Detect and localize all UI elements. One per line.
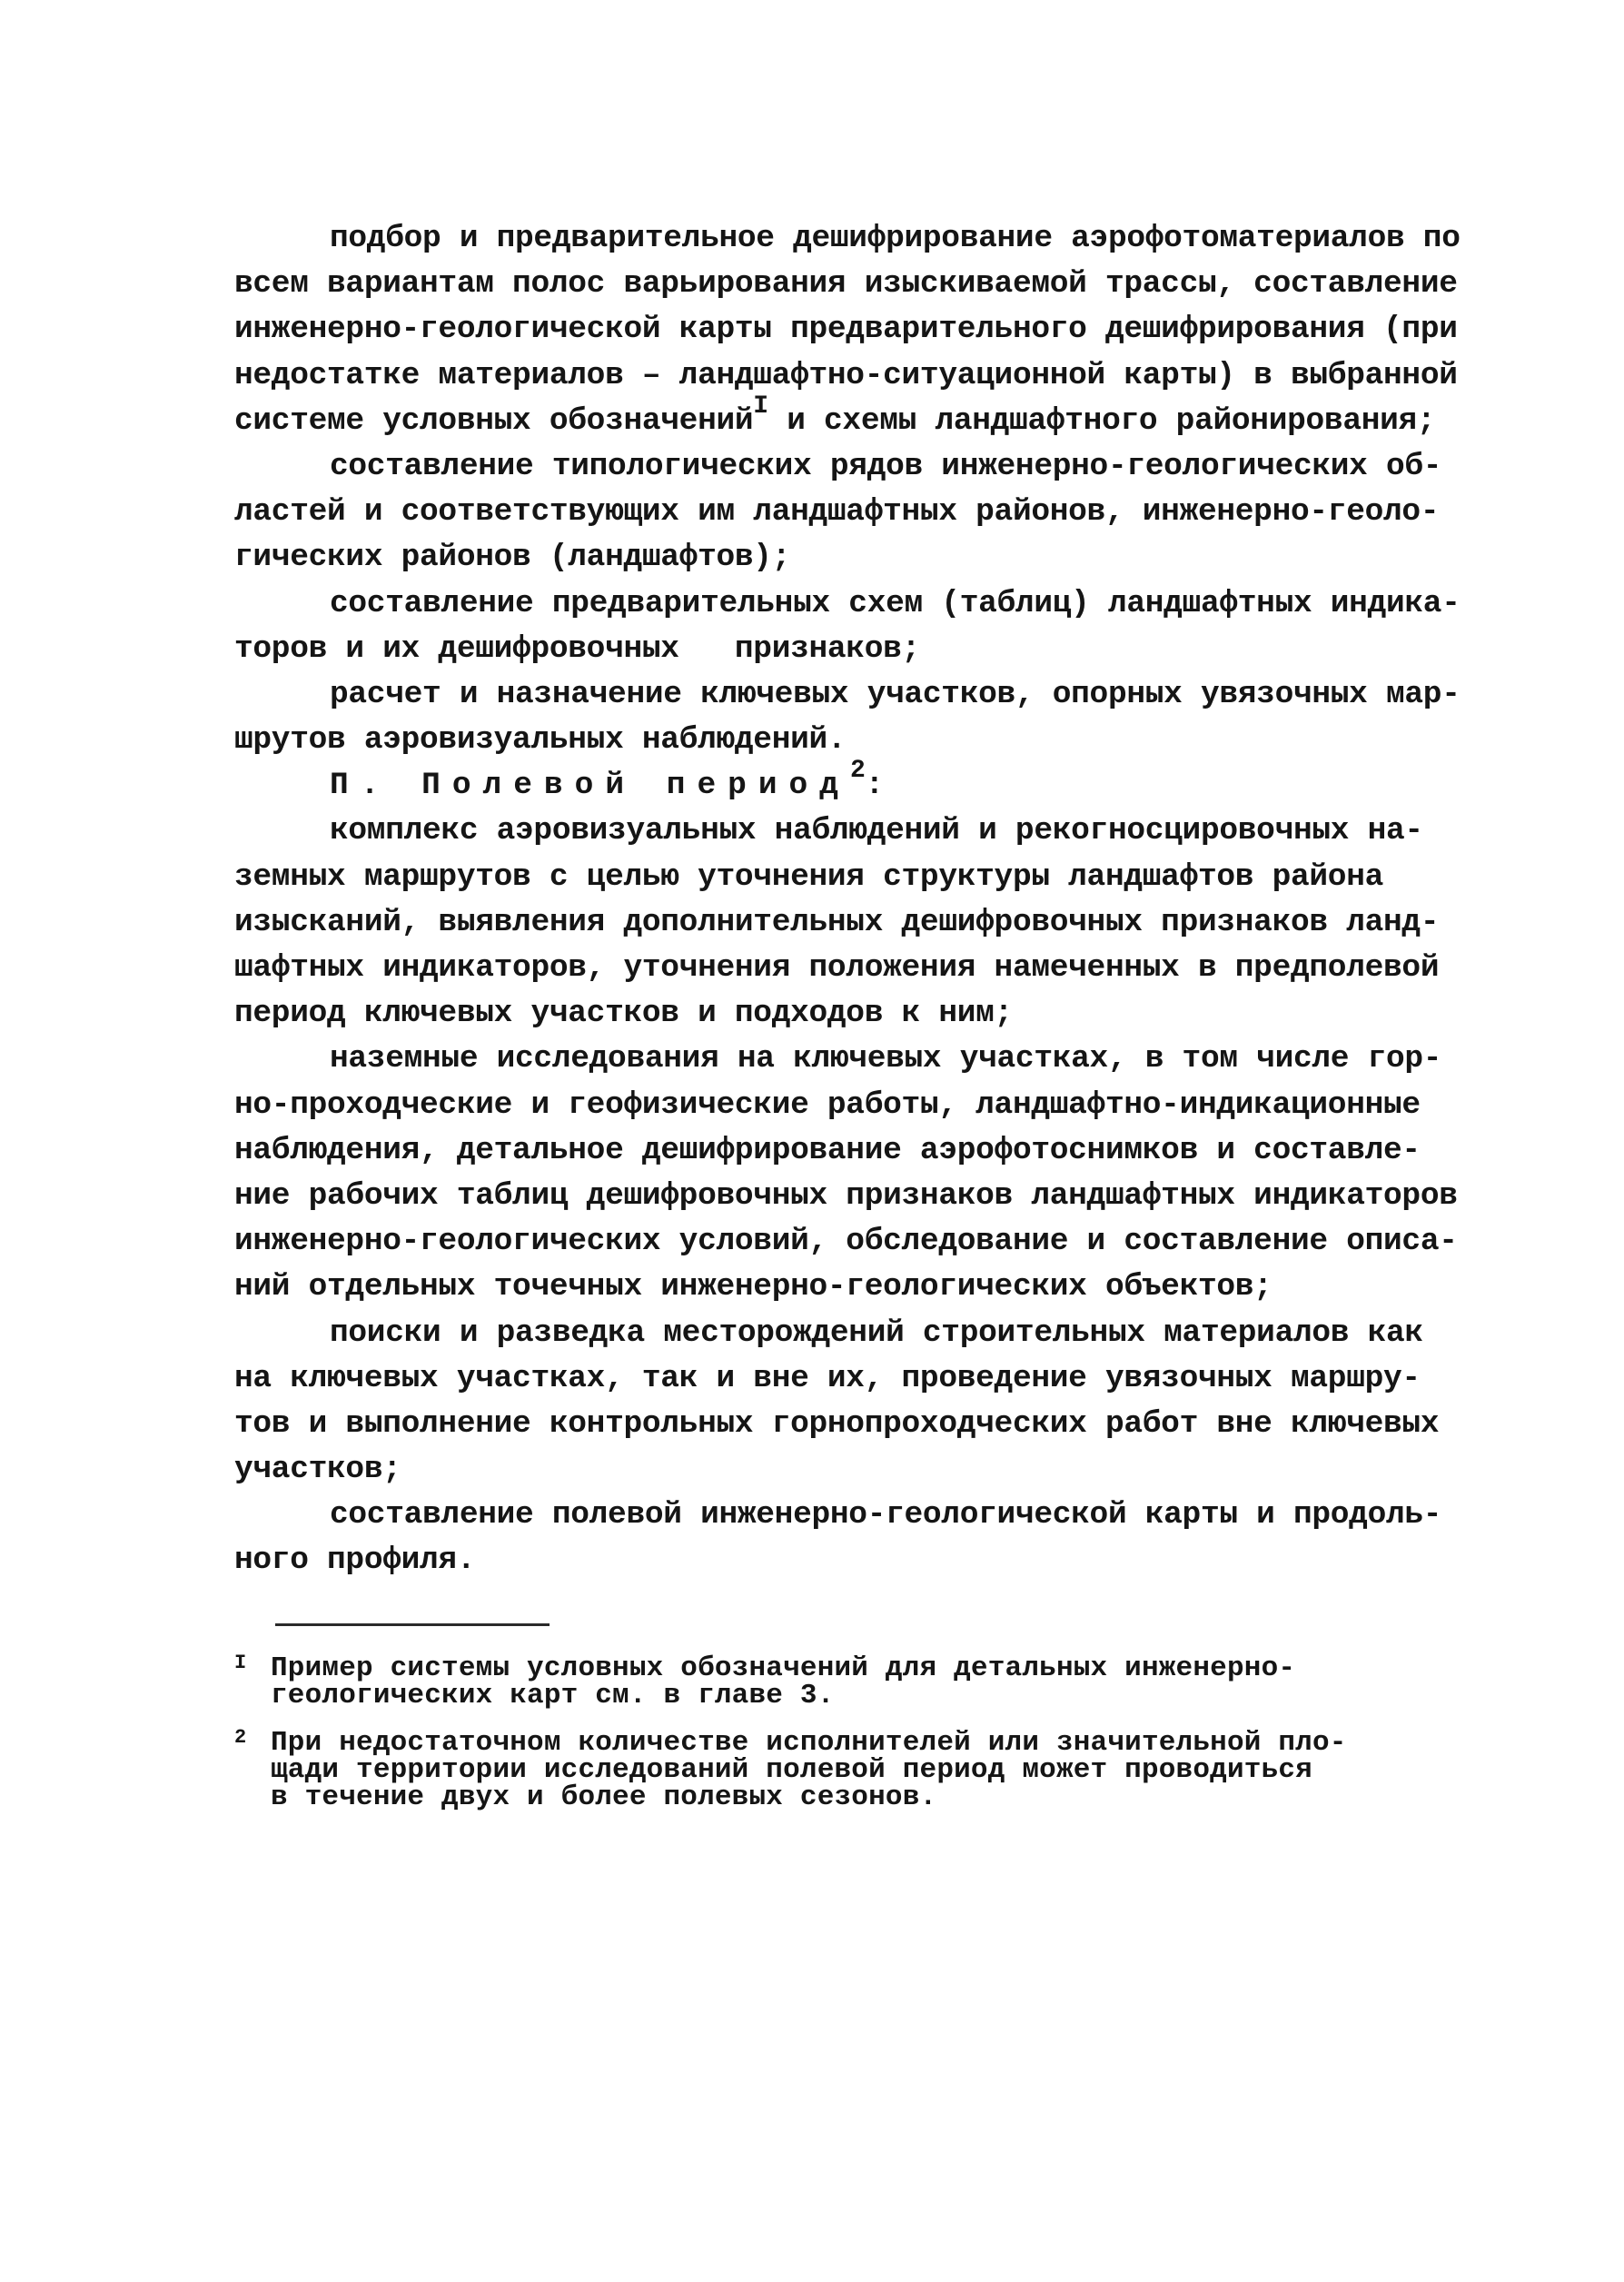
footnote-divider [275, 1623, 550, 1626]
footnote-mark: I [234, 1652, 247, 1674]
text-line-start: системе условных обозначений [234, 402, 754, 439]
section-heading-text: П. Полевой период [330, 768, 850, 804]
text-line: наблюдения, детальное дешифрирование аэрофотоснимков и составле- [234, 1132, 1421, 1168]
text-line: земных маршрутов с целью уточнения структуры ландшафтов района [234, 858, 1384, 895]
text-line: торов и их дешифровочных признаков; [234, 630, 920, 667]
main-text [234, 216, 1461, 1584]
text-line: ние рабочих таблиц дешифровочных признаков ландшафтных индикаторов [234, 1177, 1458, 1214]
footnote-ref-1: I [753, 392, 768, 421]
text-line: составление предварительных схем (таблиц) ландшафтных индика- [330, 585, 1461, 621]
text-line: ного профиля. [234, 1543, 476, 1579]
footnote-ref-2: 2 [849, 757, 866, 786]
text-line: на ключевых участках, так и вне их, проведение увязочных маршру- [234, 1360, 1421, 1396]
text-line: поиски и разведка месторождений строительных материалов как [330, 1315, 1423, 1351]
footnote-line: геологических карт см. в главе 3. [271, 1680, 835, 1712]
text-line: период ключевых участков и подходов к ним; [234, 996, 1013, 1032]
text-line [234, 392, 1442, 444]
text-line: составление полевой инженерно-геологической карты и продоль- [330, 1497, 1442, 1533]
footnote-2 [234, 1726, 1470, 1813]
text-line: шрутов аэровизуальных наблюдений. [234, 722, 847, 759]
footnote-line: Пример системы условных обозначений для детальных инженерно- [271, 1652, 1296, 1684]
text-line: ний отдельных точечных инженерно-геологических объектов; [234, 1269, 1272, 1305]
text-line: комплекс аэровизуальных наблюдений и рекогносцировочных на- [330, 813, 1423, 849]
text-line: составление типологических рядов инженерно-геологических об- [330, 448, 1442, 484]
text-line: ластей и соответствующих им ландшафтных районов, инженерно-геоло- [234, 494, 1440, 531]
text-line-end: и схемы ландшафтного районирования; [767, 402, 1436, 439]
footnotes [234, 1652, 1470, 1831]
text-line: шафтных индикаторов, уточнения положения намеченных в предполевой [234, 950, 1440, 986]
footnote-mark: 2 [234, 1726, 247, 1749]
footnote-line: в течение двух и более полевых сезонов. [271, 1781, 937, 1813]
text-line: но-проходческие и геофизические работы, ландшафтно-индикационные [234, 1086, 1421, 1123]
text-line: расчет и назначение ключевых участков, опорных увязочных мар- [330, 676, 1461, 712]
text-line: наземные исследования на ключевых участках, в том числе гор- [330, 1041, 1442, 1077]
footnote-line: щади территории исследований полевой период может проводиться [271, 1754, 1312, 1786]
footnote-1 [234, 1652, 1470, 1712]
text-line: всем вариантам полос варьирования изыскиваемой трассы, составление [234, 266, 1458, 303]
text-line: недостатке материалов – ландшафтно-ситуационной карты) в выбранной [234, 357, 1458, 393]
text-line: тов и выполнение контрольных горнопроходческих работ вне ключевых [234, 1405, 1440, 1442]
footnote-line: При недостаточном количестве исполнителей или значительной пло- [271, 1727, 1347, 1759]
text-line: подбор и предварительное дешифрирование аэрофотоматериалов по [330, 221, 1461, 256]
text-line: изысканий, выявления дополнительных дешифровочных признаков ланд- [234, 904, 1440, 940]
text-line: инженерно-геологической карты предварительного дешифрирования (при [234, 312, 1458, 348]
text-line: участков; [234, 1452, 401, 1488]
section-heading [234, 757, 1442, 809]
text-line: инженерно-геологических условий, обследование и составление описа- [234, 1224, 1458, 1260]
text-line: гических районов (ландшафтов); [234, 540, 791, 576]
section-heading-colon: : [865, 768, 884, 804]
